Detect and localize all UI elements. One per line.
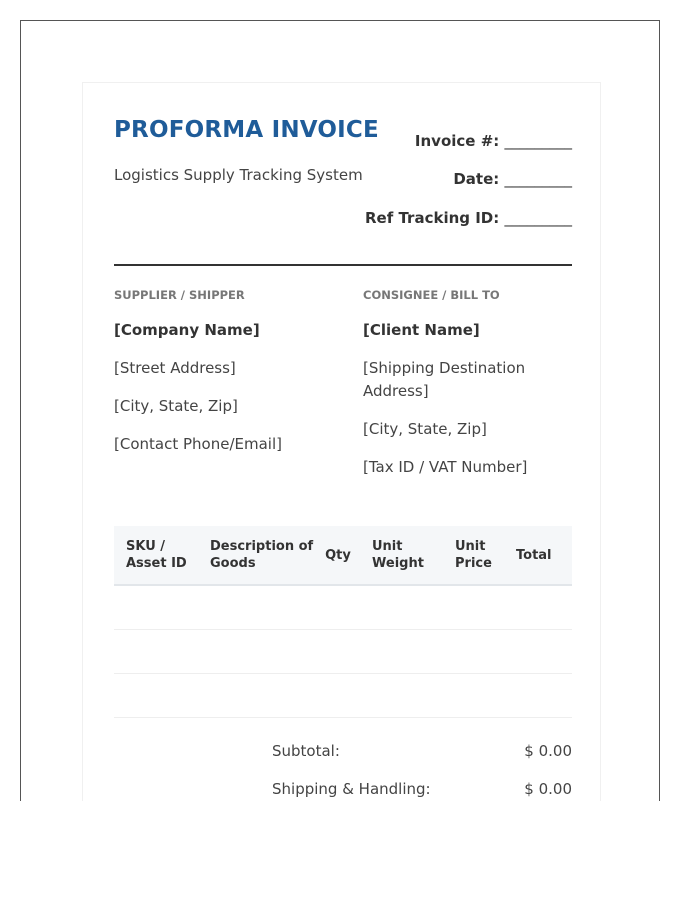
supplier-contact: [Contact Phone/Email] [114, 435, 282, 453]
table-row [114, 674, 572, 718]
table-cell [198, 585, 316, 630]
line-items-table [114, 526, 572, 718]
consignee-tax-id: [Tax ID / VAT Number] [363, 458, 528, 476]
column-header-qty: Qty [316, 526, 360, 585]
subtotal-label: Subtotal: [272, 742, 340, 760]
supplier-block [114, 288, 334, 471]
table-cell [114, 630, 198, 674]
column-header-total: Total [512, 526, 572, 585]
shipping-label: Shipping & Handling: [272, 780, 431, 798]
table-cell [316, 585, 360, 630]
table-cell [114, 585, 198, 630]
subtotal-value: $ 0.00 [524, 742, 572, 760]
invoice-date-label: Date: [453, 170, 500, 188]
supplier-city: [City, State, Zip] [114, 397, 238, 415]
ref-tracking-field [365, 209, 572, 227]
table-cell [360, 674, 443, 718]
table-cell [512, 585, 572, 630]
table-cell [512, 630, 572, 674]
shipping-value: $ 0.00 [524, 780, 572, 798]
invoice-subtitle: Logistics Supply Tracking System [114, 166, 363, 184]
table-cell [198, 674, 316, 718]
column-header-description: Description of Goods [198, 526, 316, 585]
table-cell [316, 630, 360, 674]
table-cell [512, 674, 572, 718]
supplier-heading: SUPPLIER / SHIPPER [114, 288, 245, 302]
table-cell [316, 674, 360, 718]
invoice-date-blank: _________ [504, 170, 572, 188]
supplier-name: [Company Name] [114, 321, 260, 339]
table-row [114, 630, 572, 674]
consignee-heading: CONSIGNEE / BILL TO [363, 288, 500, 302]
table-cell [443, 674, 512, 718]
consignee-block [363, 288, 583, 494]
table-cell [360, 585, 443, 630]
consignee-address: [Shipping Destination Address] [363, 359, 526, 400]
column-header-unit-weight: Unit Weight [360, 526, 443, 585]
invoice-title: PROFORMA INVOICE [114, 117, 379, 143]
invoice-date-field [453, 170, 572, 188]
column-header-unit-price: Unit Price [443, 526, 512, 585]
table-cell [443, 630, 512, 674]
table-cell [360, 630, 443, 674]
invoice-sheet [82, 82, 601, 801]
table-cell [114, 674, 198, 718]
header-divider [114, 264, 572, 266]
table-cell [198, 630, 316, 674]
supplier-street: [Street Address] [114, 359, 236, 377]
table-row [114, 585, 572, 630]
table-header-row [114, 526, 572, 585]
invoice-number-label: Invoice #: [414, 132, 500, 150]
table-cell [443, 585, 512, 630]
ref-tracking-blank: _________ [504, 209, 572, 227]
consignee-city: [City, State, Zip] [363, 420, 487, 438]
consignee-name: [Client Name] [363, 321, 480, 339]
column-header-sku: SKU / Asset ID [114, 526, 198, 585]
invoice-number-field [415, 132, 572, 150]
ref-tracking-label: Ref Tracking ID: [365, 209, 500, 227]
invoice-number-blank: _________ [504, 132, 572, 150]
document-viewport [20, 20, 660, 801]
